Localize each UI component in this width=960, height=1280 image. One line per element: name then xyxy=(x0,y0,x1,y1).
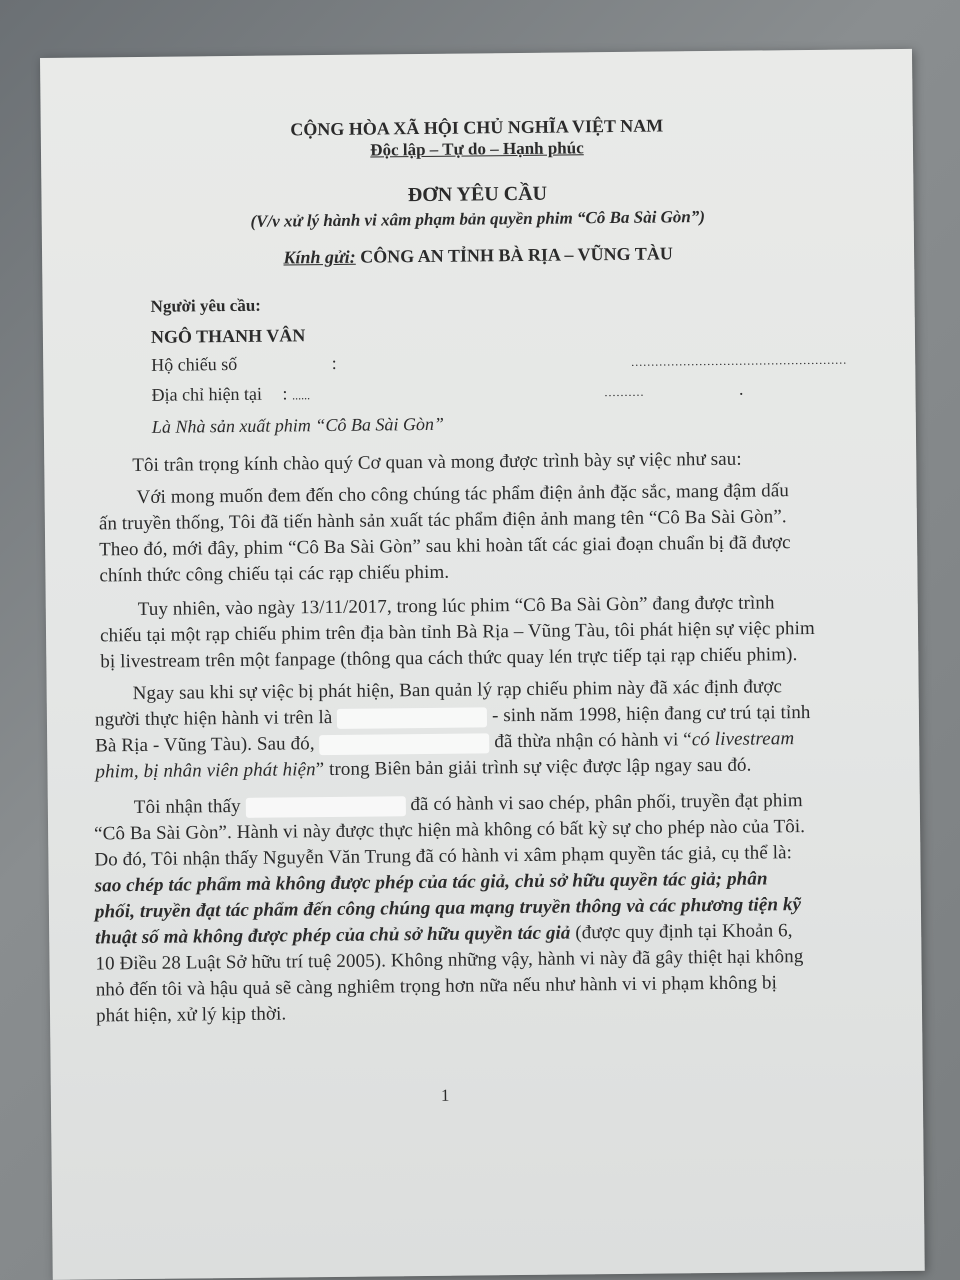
p3-line-3 xyxy=(95,728,855,758)
passport-colon: : xyxy=(331,352,337,373)
address-row xyxy=(151,379,743,406)
greeting: Tôi trân trọng kính chào quý Cơ quan và mong được trình bày sự việc như sau: xyxy=(132,448,742,477)
p1-line-2: ấn truyền thống, Tôi đã tiến hành sản xuất tác phẩm điện ảnh mang tên “Cô Ba Sài Gòn”. xyxy=(98,506,787,535)
address-end: . xyxy=(738,378,744,399)
p3-line-2 xyxy=(95,702,855,732)
p3-line-2a: người thực hiện hành vi trên là xyxy=(94,706,333,731)
p4-line-6a: thuật số mà không được phép của chủ sở hữu quyền tác giả xyxy=(95,922,571,949)
document-page xyxy=(40,49,925,1280)
p2-line-2: chiếu tại một rạp chiếu phim trên địa bàn tỉnh Bà Rịa – Vũng Tàu, tôi phát hiện sự việc phim xyxy=(99,617,815,647)
document-title: ĐƠN YÊU CẦU xyxy=(407,182,548,207)
p4-line-6 xyxy=(95,920,855,950)
p3-line-1: Ngay sau khi sự việc bị phát hiện, Ban quản lý rạp chiếu phim này đã xác định được xyxy=(132,676,783,705)
requester-name: NGÔ THANH VÂN xyxy=(150,325,306,347)
passport-row xyxy=(151,348,847,376)
p4-line-1a: Tôi nhận thấy xyxy=(133,795,241,819)
address-label: Địa chỉ hiện tại xyxy=(151,383,263,405)
passport-dots: ...................................................... xyxy=(631,352,848,369)
requester-role: Là Nhà sản xuất phim “Cô Ba Sài Gòn” xyxy=(151,413,445,437)
recipient-label: Kính gửi: xyxy=(283,246,356,268)
redaction-2 xyxy=(319,733,489,755)
motto: Độc lập – Tự do – Hạnh phúc xyxy=(370,138,584,160)
recipient-name: CÔNG AN TỈNH BÀ RỊA – VŨNG TÀU xyxy=(360,243,673,267)
passport-label: Hộ chiếu số xyxy=(151,353,238,375)
requester-heading: Người yêu cầu: xyxy=(150,295,261,316)
p4-line-7: 10 Điều 28 Luật Sở hữu trí tuệ 2005). Không những vậy, hành vi này đã gây thiệt hại không xyxy=(95,946,804,975)
p2-line-1: Tuy nhiên, vào ngày 13/11/2017, trong lúc phim “Cô Ba Sài Gòn” đang được trình xyxy=(137,592,775,621)
address-value: ...... xyxy=(291,388,311,403)
address-colon: : xyxy=(282,383,288,404)
p2-line-3: bị livestream trên một fanpage (thông qua cách thức quay lén trực tiếp tại rạp chiếu phim). xyxy=(100,644,798,673)
redaction-3 xyxy=(245,796,405,818)
p4-line-9: phát hiện, xử lý kịp thời. xyxy=(95,1003,287,1027)
p1-line-1: Với mong muốn đem đến cho công chúng tác phẩm điện ảnh đặc sắc, mang đậm dấu xyxy=(136,480,790,509)
p3-line-3b: đã thừa nhận có hành vi “ xyxy=(494,729,692,753)
p1-line-3: Theo đó, mới đây, phim “Cô Ba Sài Gòn” sau khi hoàn tất các giai đoạn chuẩn bị đã được xyxy=(99,532,791,561)
nation-header: CỘNG HÒA XÃ HỘI CHỦ NGHĨA VIỆT NAM xyxy=(290,115,664,140)
p4-line-1b: đã có hành vi sao chép, phân phối, truyền đạt phim xyxy=(410,790,803,816)
p3-line-2b: - sinh năm 1998, hiện đang cư trú tại tỉnh xyxy=(491,701,811,727)
p4-line-2: “Cô Ba Sài Gòn”. Hành vi này được thực hiện mà không có bất kỳ sự cho phép nào của Tôi. xyxy=(94,816,806,845)
recipient-line xyxy=(42,241,914,271)
p3-line-4 xyxy=(95,754,855,784)
p3-line-4b: ” trong Biên bản giải trình sự việc được lập ngay sau đó. xyxy=(315,754,752,781)
p4-line-6b: (được quy định tại Khoản 6, xyxy=(570,920,793,944)
redaction-1 xyxy=(337,707,487,729)
p4-line-5: phối, truyền đạt tác phẩm đến công chúng qua mạng truyền thông và các phương tiện kỹ xyxy=(94,894,802,923)
p1-line-4: chính thức công chiếu tại các rạp chiếu phim. xyxy=(99,561,450,587)
page-number: 1 xyxy=(440,1085,450,1105)
p3-line-3a: Bà Rịa - Vũng Tàu). Sau đó, xyxy=(95,733,315,757)
p3-line-3c: có livestream xyxy=(691,728,795,751)
p3-line-4a: phim, bị nhân viên phát hiện xyxy=(95,759,316,783)
p4-line-3: Do đó, Tôi nhận thấy Nguyễn Văn Trung đã có hành vi xâm phạm quyền tác giả, cụ thể là: xyxy=(94,842,793,871)
p4-line-1 xyxy=(134,789,894,819)
document-subtitle: (V/v xử lý hành vi xâm phạm bản quyền phim “Cô Ba Sài Gòn”) xyxy=(250,207,706,231)
p4-line-4: sao chép tác phẩm mà không được phép của tác giả, chủ sở hữu quyền tác giả; phân xyxy=(94,868,768,897)
p4-line-8: nhỏ đến tôi và hậu quả sẽ càng nghiêm trọng hơn nữa nếu như hành vi vi phạm không bị xyxy=(95,972,778,1001)
address-dots: .......... xyxy=(604,384,645,400)
